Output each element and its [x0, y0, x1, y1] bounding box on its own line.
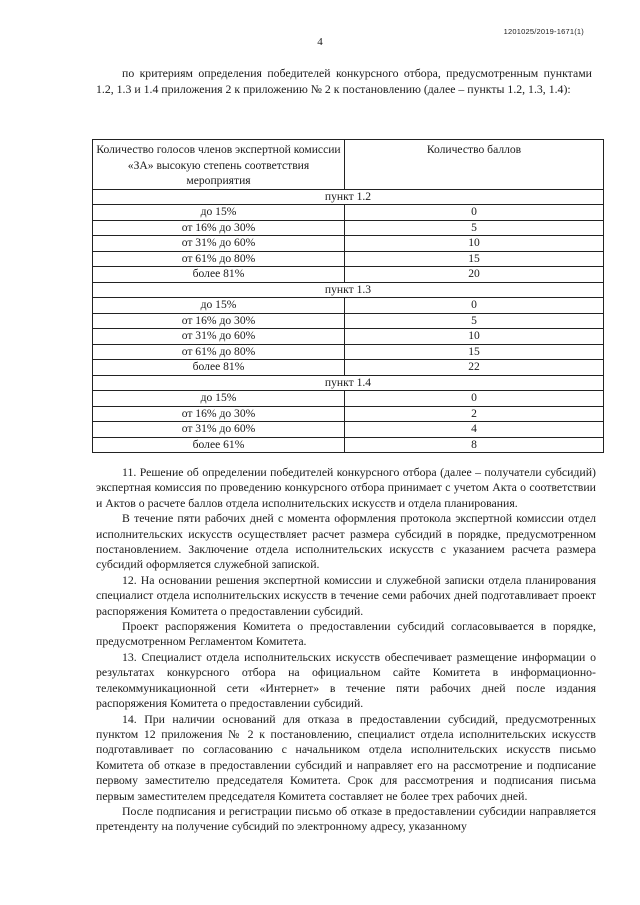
body-paragraph: 11. Решение об определении победителей конкурсного отбора (далее – получатели субсидий) экспертная комиссия по проведению конкурсного отбора принимает с учетом Акта о соответствии и Актов о расчете баллов отдела исполнительских искусств и отдела планирования.	[96, 465, 596, 510]
score-cell: 15	[345, 344, 604, 360]
table-row	[93, 313, 604, 329]
score-cell: 5	[345, 220, 604, 236]
document-id: 1201025/2019-1671(1)	[503, 27, 584, 36]
score-cell: 0	[345, 205, 604, 221]
range-cell: от 61% до 80%	[93, 344, 345, 360]
table-row	[93, 205, 604, 221]
body-paragraph: 13. Специалист отдела исполнительских искусств обеспечивает размещение информации о результатах конкурсного отбора на официальном сайте Комитета в информационно-телекоммуникационной сети «Интернет» в течение пяти рабочих дней после издания распоряжения Комитета о предоставлении субсидий.	[96, 649, 596, 711]
range-cell: до 15%	[93, 391, 345, 407]
score-cell: 5	[345, 313, 604, 329]
intro-paragraph: по критериям определения победителей конкурсного отбора, предусмотренным пунктами 1.2, 1.3 и 1.4 приложения 2 к приложению № 2 к постановлению (далее – пункты 1.2, 1.3, 1.4):	[96, 66, 592, 96]
column-header-score: Количество баллов	[345, 140, 604, 190]
section-title: пункт 1.4	[93, 375, 604, 391]
body-paragraph: После подписания и регистрации письмо об отказе в предоставлении субсидии направляется претенденту на получение субсидий по электронному адресу, указанному	[96, 803, 596, 834]
table-row	[93, 329, 604, 345]
range-cell: до 15%	[93, 298, 345, 314]
range-cell: до 15%	[93, 205, 345, 221]
score-cell: 0	[345, 298, 604, 314]
range-cell: от 61% до 80%	[93, 251, 345, 267]
table-row	[93, 360, 604, 376]
score-cell: 22	[345, 360, 604, 376]
page-number: 4	[317, 36, 323, 48]
table-row	[93, 298, 604, 314]
range-cell: более 61%	[93, 437, 345, 453]
score-cell: 10	[345, 329, 604, 345]
range-cell: от 16% до 30%	[93, 220, 345, 236]
table-section-row	[93, 375, 604, 391]
body-paragraph: 14. При наличии оснований для отказа в предоставлении субсидий, предусмотренных пунктом 12 приложения № 2 к постановлению, специалист отдела исполнительских искусств подготавливает по согласованию с начальником отдела исполнительских искусств письмо Комитета об отказе в предоставлении субсидий и направляет его на рассмотрение и подписание первому заместителю председателя Комитета. Срок для рассмотрения и подписания письма первым заместителем председателя Комитета составляет не более трех рабочих дней.	[96, 711, 596, 803]
range-cell: более 81%	[93, 360, 345, 376]
score-cell: 2	[345, 406, 604, 422]
table-section-row	[93, 282, 604, 298]
section-title: пункт 1.2	[93, 189, 604, 205]
body-paragraph: В течение пяти рабочих дней с момента оформления протокола экспертной комиссии отдел исполнительских искусств осуществляет расчет размера субсидий в порядке, предусмотренном постановлением. Заключение отдела исполнительских искусств с указанием расчета размера субсидий оформляется служебной запиской.	[96, 511, 596, 572]
scoring-table	[92, 139, 604, 453]
score-cell: 20	[345, 267, 604, 283]
score-cell: 15	[345, 251, 604, 267]
table-row	[93, 236, 604, 252]
body-text	[96, 465, 596, 835]
section-title: пункт 1.3	[93, 282, 604, 298]
range-cell: от 31% до 60%	[93, 329, 345, 345]
score-cell: 0	[345, 391, 604, 407]
range-cell: от 31% до 60%	[93, 236, 345, 252]
score-cell: 8	[345, 437, 604, 453]
score-cell: 10	[345, 236, 604, 252]
range-cell: от 16% до 30%	[93, 313, 345, 329]
table-row	[93, 437, 604, 453]
table-row	[93, 406, 604, 422]
table-row	[93, 391, 604, 407]
table-section-row	[93, 189, 604, 205]
body-paragraph: Проект распоряжения Комитета о предоставлении субсидий согласовывается в порядке, предусмотренном Регламентом Комитета.	[96, 619, 596, 649]
table-row	[93, 344, 604, 360]
table-row	[93, 422, 604, 438]
table-row	[93, 251, 604, 267]
score-cell: 4	[345, 422, 604, 438]
table-row	[93, 267, 604, 283]
table-header-row	[93, 140, 604, 190]
range-cell: от 31% до 60%	[93, 422, 345, 438]
range-cell: от 16% до 30%	[93, 406, 345, 422]
column-header-votes: Количество голосов членов экспертной комиссии «ЗА» высокую степень соответствия мероприятия	[93, 140, 345, 190]
table-row	[93, 220, 604, 236]
range-cell: более 81%	[93, 267, 345, 283]
body-paragraph: 12. На основании решения экспертной комиссии и служебной записки отдела планирования специалист отдела исполнительских искусств в течение семи рабочих дней подготавливает проект распоряжения Комитета о предоставлении субсидий.	[96, 572, 596, 618]
